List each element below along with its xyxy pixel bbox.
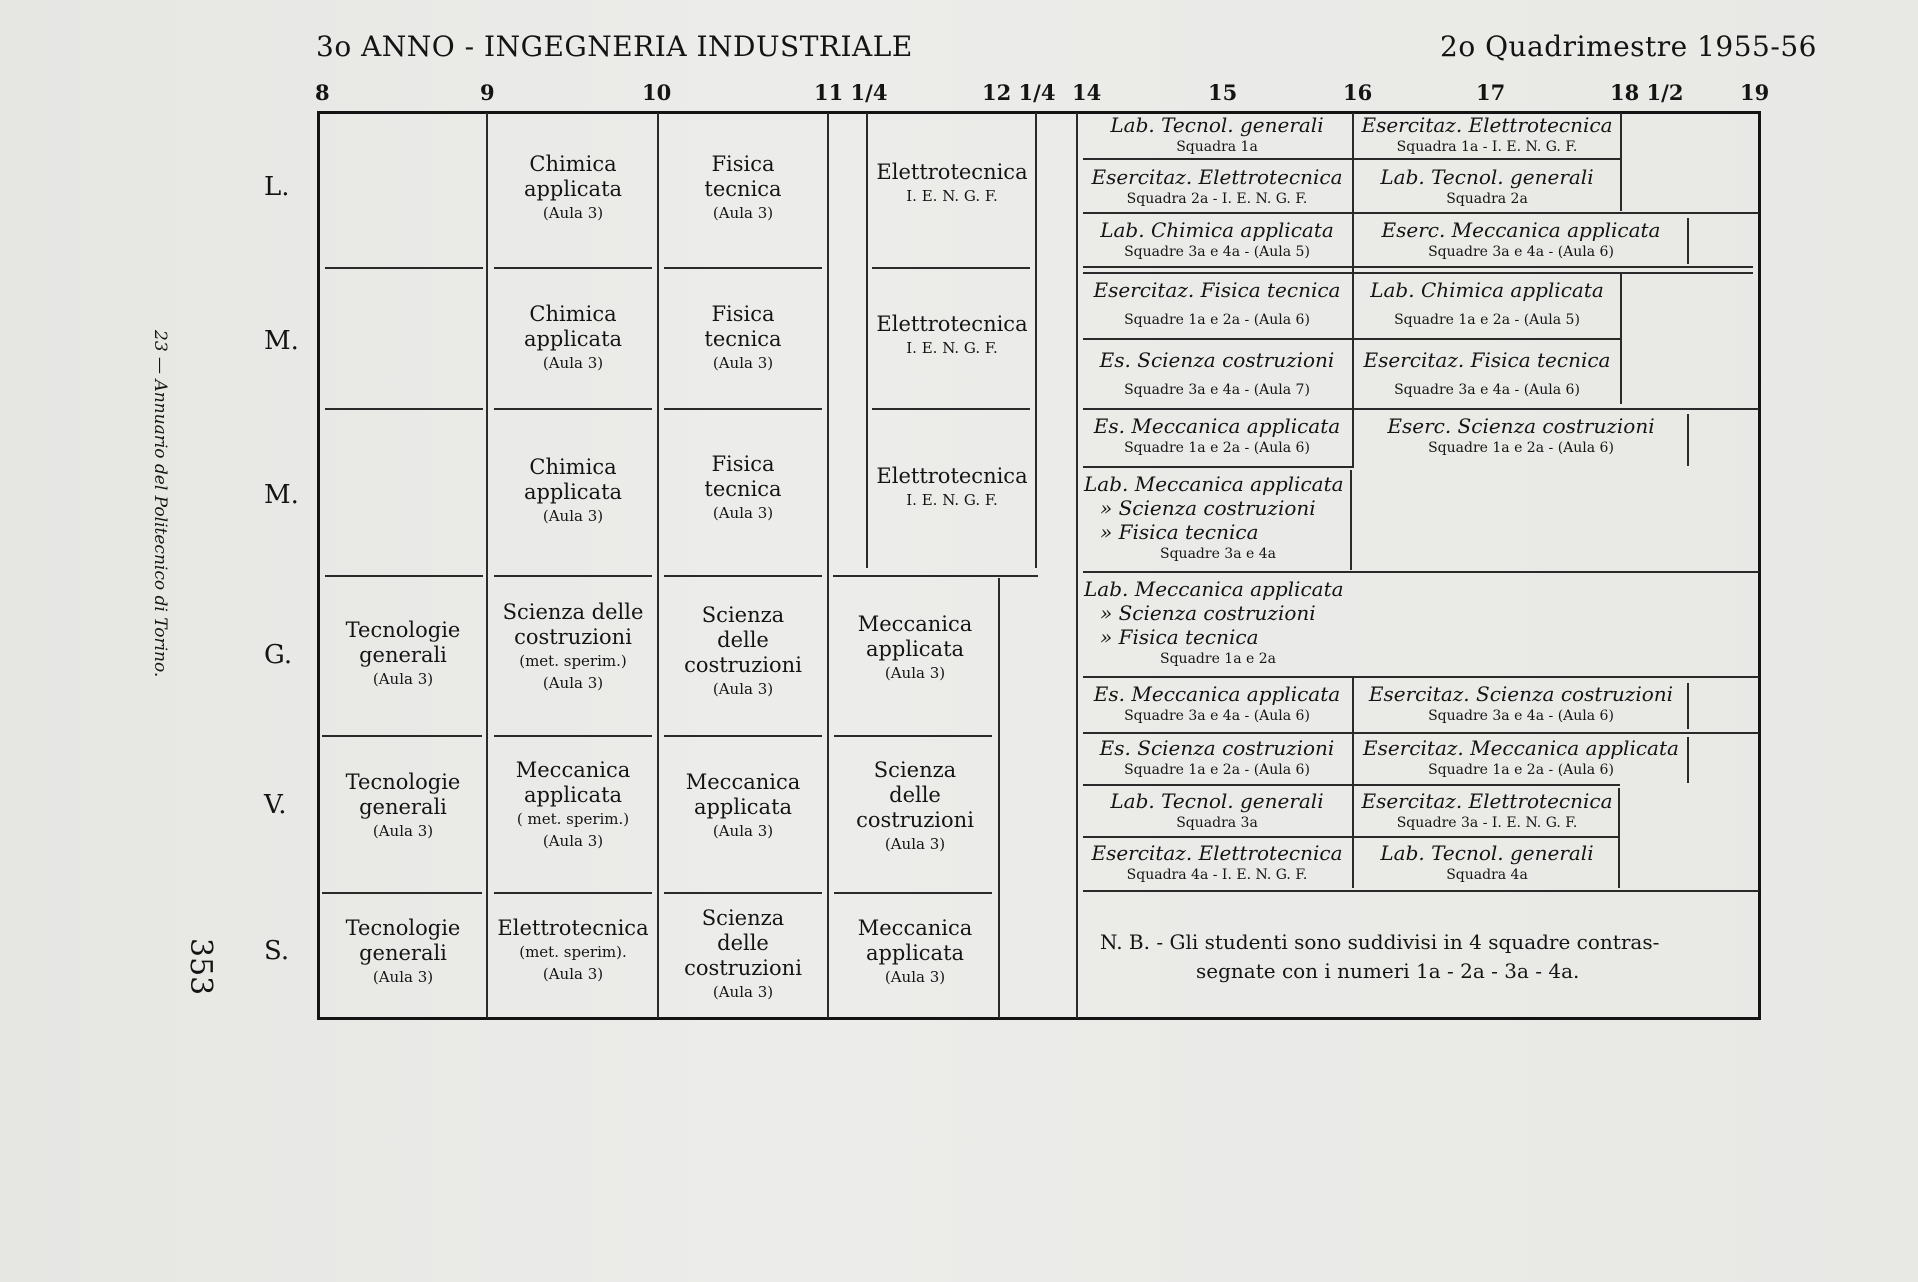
- lesson-cell: [322, 618, 484, 690]
- lesson-title: Fisica tecnica: [704, 452, 782, 501]
- lesson-cell: [832, 758, 998, 855]
- day-label-thursday: G.: [264, 640, 293, 670]
- lab-cell: [1356, 113, 1618, 157]
- lab-group: Squadre 3a e 4a - (Aula 6): [1428, 244, 1614, 260]
- row-divider: [664, 892, 822, 894]
- lesson-cell: [490, 916, 656, 985]
- lesson-room: (Aula 3): [372, 670, 434, 688]
- lab-title: Eserc. Scienza costruzioni: [1387, 414, 1655, 438]
- lesson-title: Meccanica applicata: [685, 770, 801, 819]
- lab-title: Lab. Tecnol. generali: [1380, 841, 1594, 865]
- lab-group: Squadra 4a - I. E. N. G. F.: [1126, 867, 1308, 883]
- lesson-room: (Aula 3): [712, 983, 774, 1001]
- lesson-title: Scienza delle costruzioni: [684, 603, 802, 677]
- lesson-cell: [662, 302, 824, 374]
- row-divider: [1083, 408, 1759, 410]
- lab-cell: [1082, 278, 1352, 330]
- row-divider: [325, 575, 483, 577]
- lesson-cell: [490, 600, 656, 694]
- hour-label: 17: [1476, 80, 1506, 105]
- row-divider: [494, 408, 652, 410]
- lesson-group: I. E. N. G. F.: [906, 187, 998, 205]
- lesson-cell: [492, 302, 654, 374]
- lesson-cell: [322, 916, 484, 988]
- lesson-room: (Aula 3): [542, 354, 604, 372]
- row-divider: [1083, 571, 1759, 573]
- lesson-cell: [492, 152, 654, 224]
- lesson-room: (Aula 3): [542, 507, 604, 525]
- column-divider: [1352, 113, 1354, 468]
- lesson-room: (Aula 3): [712, 504, 774, 522]
- row-divider: [664, 735, 822, 737]
- lesson-title: Chimica applicata: [523, 455, 623, 504]
- lab-cell: [1082, 218, 1352, 262]
- lesson-cell: [870, 464, 1034, 511]
- hour-label: 12 1/4: [982, 80, 1056, 105]
- lesson-room: (Aula 3): [884, 968, 946, 986]
- row-divider: [325, 267, 483, 269]
- lesson-cell: [662, 770, 824, 842]
- lesson-room: (Aula 3): [712, 354, 774, 372]
- lab-group: Squadre 3a e 4a: [1160, 546, 1276, 562]
- column-divider: [1687, 737, 1689, 783]
- row-divider: [1083, 732, 1759, 734]
- lesson-cell: [832, 612, 998, 684]
- lesson-room: (Aula 3): [372, 822, 434, 840]
- lab-title: Esercitaz. Elettrotecnica: [1091, 165, 1343, 189]
- lesson-title: Meccanica applicata: [515, 758, 631, 807]
- lab-group: Squadra 2a - I. E. N. G. F.: [1126, 191, 1308, 207]
- lesson-cell: [492, 455, 654, 527]
- lab-title: Lab. Chimica applicata: [1100, 218, 1334, 242]
- column-divider: [486, 113, 488, 1018]
- lab-cell: [1084, 577, 1352, 669]
- row-divider: [1083, 338, 1620, 340]
- lesson-method: ( met. sperim.): [516, 810, 630, 828]
- row-divider: [664, 408, 822, 410]
- lab-group: Squadre 3a e 4a - (Aula 6): [1124, 708, 1310, 724]
- lab-title: » Fisica tecnica: [1100, 520, 1259, 544]
- lab-title: » Scienza costruzioni: [1100, 601, 1316, 625]
- footnote-line: N. B. - Gli studenti sono suddivisi in 4 squadre contras-: [1100, 930, 1660, 954]
- lesson-title: Tecnologie generali: [345, 618, 461, 667]
- lesson-title: Fisica tecnica: [704, 152, 782, 201]
- lesson-title: Scienza delle costruzioni: [856, 758, 974, 832]
- row-divider: [325, 408, 483, 410]
- day-label-monday: L.: [264, 172, 290, 202]
- lab-title: Esercitaz. Elettrotecnica: [1361, 789, 1613, 813]
- column-divider: [1687, 683, 1689, 729]
- lesson-room: (Aula 3): [542, 832, 604, 850]
- lesson-method: (met. sperim).: [519, 943, 627, 961]
- hour-label: 19: [1740, 80, 1770, 105]
- lab-title: Esercitaz. Fisica tecnica: [1093, 278, 1341, 302]
- row-divider: [1083, 836, 1620, 838]
- lesson-room: (Aula 3): [542, 965, 604, 983]
- hour-label: 15: [1208, 80, 1238, 105]
- lesson-title: Meccanica applicata: [857, 612, 973, 661]
- lesson-room: (Aula 3): [884, 835, 946, 853]
- row-divider: [664, 575, 822, 577]
- row-divider: [322, 735, 482, 737]
- row-divider: [1083, 212, 1759, 214]
- row-divider: [872, 408, 1030, 410]
- lab-cell: [1356, 841, 1618, 885]
- day-label-wednesday: M.: [264, 480, 299, 510]
- hour-label: 10: [642, 80, 672, 105]
- lab-group: Squadre 1a e 2a - (Aula 6): [1124, 440, 1310, 456]
- lesson-group: I. E. N. G. F.: [906, 491, 998, 509]
- lab-group: Squadra 3a: [1176, 815, 1258, 831]
- lab-cell: [1356, 789, 1618, 833]
- lab-title: Es. Scienza costruzioni: [1099, 736, 1335, 760]
- lab-title: Eserc. Meccanica applicata: [1381, 218, 1661, 242]
- lab-title: Lab. Tecnol. generali: [1110, 113, 1324, 137]
- lab-group: Squadre 3a e 4a - (Aula 5): [1124, 244, 1310, 260]
- lab-title: » Fisica tecnica: [1100, 625, 1259, 649]
- lab-title: Lab. Tecnol. generali: [1380, 165, 1594, 189]
- lesson-room: (Aula 3): [712, 822, 774, 840]
- lesson-title: Elettrotecnica: [876, 312, 1028, 336]
- column-divider: [998, 578, 1000, 1018]
- hour-label: 11 1/4: [814, 80, 888, 105]
- lesson-title: Fisica tecnica: [704, 302, 782, 351]
- lab-group: Squadre 1a e 2a - (Aula 6): [1428, 440, 1614, 456]
- column-divider: [1620, 113, 1622, 211]
- lab-group: Squadra 1a: [1176, 139, 1258, 155]
- lesson-cell: [662, 603, 824, 700]
- lesson-cell: [870, 160, 1034, 207]
- lab-title: Esercitaz. Elettrotecnica: [1361, 113, 1613, 137]
- column-divider: [827, 113, 829, 1018]
- lesson-title: Elettrotecnica: [876, 160, 1028, 184]
- lab-group: Squadre 1a e 2a - (Aula 6): [1124, 312, 1310, 328]
- lab-cell: [1356, 218, 1686, 262]
- lesson-method: (met. sperim.): [519, 652, 627, 670]
- lab-title: Esercitaz. Scienza costruzioni: [1368, 682, 1674, 706]
- lab-group: Squadra 1a - I. E. N. G. F.: [1396, 139, 1578, 155]
- lab-title: Lab. Meccanica applicata: [1084, 472, 1344, 496]
- lesson-cell: [492, 758, 654, 852]
- lab-title: Es. Scienza costruzioni: [1099, 348, 1335, 372]
- row-divider: [1083, 784, 1620, 786]
- row-divider: [494, 735, 652, 737]
- row-divider: [1083, 466, 1353, 468]
- lesson-cell: [662, 452, 824, 524]
- lesson-cell: [662, 152, 824, 224]
- lab-group: Squadre 3a e 4a - (Aula 6): [1428, 708, 1614, 724]
- row-divider: [494, 575, 652, 577]
- lab-group: Squadre 3a - I. E. N. G. F.: [1396, 815, 1578, 831]
- column-divider: [1352, 676, 1354, 888]
- lab-group: Squadre 1a e 2a - (Aula 6): [1428, 762, 1614, 778]
- day-label-saturday: S.: [264, 936, 290, 966]
- lesson-cell: [662, 906, 824, 1003]
- row-divider: [833, 575, 1038, 577]
- lesson-cell: [870, 312, 1034, 359]
- lab-cell: [1082, 789, 1352, 833]
- lab-group: Squadra 2a: [1446, 191, 1528, 207]
- lesson-room: (Aula 3): [884, 664, 946, 682]
- column-divider: [1620, 274, 1622, 404]
- lab-cell: [1356, 736, 1686, 780]
- lesson-room: (Aula 3): [712, 204, 774, 222]
- footnote-line: segnate con i numeri 1a - 2a - 3a - 4a.: [1196, 959, 1580, 983]
- page-number: 353: [183, 938, 218, 996]
- column-divider: [1035, 113, 1037, 568]
- lesson-title: Tecnologie generali: [345, 770, 461, 819]
- lab-cell: [1356, 165, 1618, 209]
- lab-cell: [1356, 414, 1686, 458]
- lab-title: Lab. Tecnol. generali: [1110, 789, 1324, 813]
- row-divider: [1083, 272, 1753, 274]
- lesson-title: Scienza delle costruzioni: [502, 600, 644, 649]
- row-divider: [834, 892, 992, 894]
- column-divider: [1687, 414, 1689, 466]
- lab-cell: [1356, 348, 1618, 400]
- lab-cell: [1084, 472, 1352, 564]
- day-label-friday: V.: [264, 790, 287, 820]
- hour-label: 18 1/2: [1610, 80, 1684, 105]
- lab-title: Lab. Chimica applicata: [1370, 278, 1604, 302]
- lab-cell: [1356, 682, 1686, 726]
- lab-group: Squadra 4a: [1446, 867, 1528, 883]
- period-label: 2o Quadrimestre 1955-56: [1440, 30, 1817, 63]
- lab-title: Lab. Meccanica applicata: [1084, 577, 1344, 601]
- lab-group: Squadre 3a e 4a - (Aula 7): [1124, 382, 1310, 398]
- running-title: 23 — Annuario del Politecnico di Torino.: [150, 330, 170, 678]
- row-divider: [1083, 890, 1759, 892]
- footnote: [1100, 928, 1740, 986]
- lab-title: Es. Meccanica applicata: [1093, 682, 1341, 706]
- lab-cell: [1082, 682, 1352, 726]
- column-divider: [1618, 788, 1620, 888]
- row-divider: [664, 267, 822, 269]
- lesson-cell: [832, 916, 998, 988]
- row-divider: [1083, 266, 1753, 268]
- lesson-room: (Aula 3): [542, 674, 604, 692]
- day-label-tuesday: M.: [264, 326, 299, 356]
- lab-title: Esercitaz. Elettrotecnica: [1091, 841, 1343, 865]
- lesson-title: Elettrotecnica: [497, 916, 649, 940]
- column-divider: [866, 113, 868, 568]
- lesson-title: Chimica applicata: [523, 152, 623, 201]
- row-divider: [494, 267, 652, 269]
- lab-cell: [1082, 165, 1352, 209]
- row-divider: [834, 735, 992, 737]
- row-divider: [494, 892, 652, 894]
- column-divider: [1687, 218, 1689, 264]
- column-divider: [657, 113, 659, 1018]
- lesson-room: (Aula 3): [542, 204, 604, 222]
- lab-cell: [1082, 414, 1352, 458]
- hour-label: 9: [480, 80, 495, 105]
- lesson-title: Elettrotecnica: [876, 464, 1028, 488]
- afternoon-divider: [1076, 113, 1078, 1018]
- lab-title: Es. Meccanica applicata: [1093, 414, 1341, 438]
- lesson-title: Meccanica applicata: [857, 916, 973, 965]
- lesson-title: Tecnologie generali: [345, 916, 461, 965]
- lesson-title: Chimica applicata: [523, 302, 623, 351]
- row-divider: [1083, 676, 1759, 678]
- lab-title: Esercitaz. Fisica tecnica: [1363, 348, 1611, 372]
- lab-cell: [1082, 736, 1352, 780]
- row-divider: [1083, 158, 1620, 160]
- lab-group: Squadre 1a e 2a - (Aula 5): [1394, 312, 1580, 328]
- lesson-room: (Aula 3): [712, 680, 774, 698]
- row-divider: [872, 267, 1030, 269]
- hour-label: 14: [1072, 80, 1102, 105]
- lab-group: Squadre 3a e 4a - (Aula 6): [1394, 382, 1580, 398]
- lab-group: Squadre 1a e 2a - (Aula 6): [1124, 762, 1310, 778]
- lab-cell: [1082, 348, 1352, 400]
- lab-cell: [1356, 278, 1618, 330]
- hour-label: 8: [315, 80, 330, 105]
- hour-label: 16: [1343, 80, 1373, 105]
- row-divider: [322, 892, 482, 894]
- lesson-cell: [322, 770, 484, 842]
- lab-title: Esercitaz. Meccanica applicata: [1363, 736, 1679, 760]
- page-title: 3o ANNO - INGEGNERIA INDUSTRIALE: [316, 30, 913, 63]
- lesson-title: Scienza delle costruzioni: [684, 906, 802, 980]
- lab-title: » Scienza costruzioni: [1100, 496, 1316, 520]
- lesson-group: I. E. N. G. F.: [906, 339, 998, 357]
- lab-group: Squadre 1a e 2a: [1160, 651, 1276, 667]
- lab-cell: [1082, 841, 1352, 885]
- lab-cell: [1082, 113, 1352, 157]
- lesson-room: (Aula 3): [372, 968, 434, 986]
